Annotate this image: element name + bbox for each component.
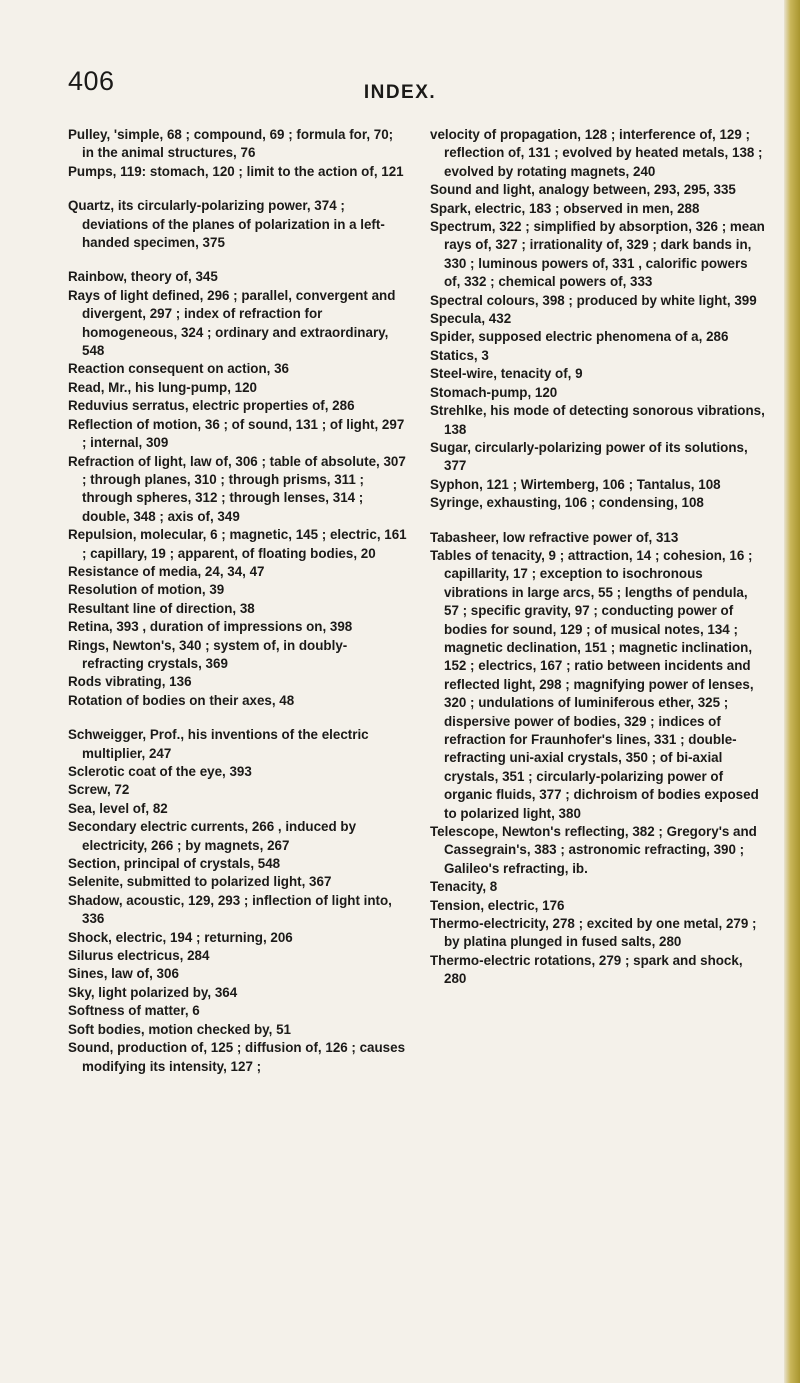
running-title: INDEX. bbox=[363, 82, 437, 103]
index-entry: Reaction consequent on action, 36 bbox=[68, 361, 289, 377]
index-entry: Sound and light, analogy between, 293, 295, 335 bbox=[430, 182, 736, 198]
index-entry: Selenite, submitted to polarized light, 367 bbox=[68, 874, 332, 890]
index-entry: Read, Mr., his lung-pump, 120 bbox=[68, 379, 257, 395]
index-entry: Spider, supposed electric phenomena of a, 286 bbox=[430, 329, 729, 345]
index-entry: Spark, electric, 183 ; observed in men, 288 bbox=[430, 200, 700, 216]
index-entry: Rainbow, theory of, 345 bbox=[68, 269, 218, 285]
index-entry: Rings, Newton's, 340 ; system of, in doubly-refracting crystals, 369 bbox=[68, 637, 348, 671]
section-gap bbox=[68, 710, 408, 726]
index-entry: Softness of matter, 6 bbox=[68, 1003, 200, 1019]
index-entry: Rotation of bodies on their axes, 48 bbox=[68, 692, 295, 708]
index-entry: Silurus electricus, 284 bbox=[68, 948, 210, 964]
index-column-left bbox=[68, 126, 408, 1076]
index-entry: Secondary electric currents, 266 , induced by electricity, 266 ; by magnets, 267 bbox=[68, 819, 357, 853]
index-entry: Screw, 72 bbox=[68, 782, 130, 798]
index-entry: Sclerotic coat of the eye, 393 bbox=[68, 764, 252, 779]
index-entry: Syringe, exhausting, 106 ; condensing, 108 bbox=[430, 495, 704, 511]
section-gap bbox=[430, 513, 765, 529]
index-entry: Sea, level of, 82 bbox=[68, 800, 168, 816]
page-number: 406 bbox=[68, 66, 115, 96]
index-entry: Steel-wire, tenacity of, 9 bbox=[430, 366, 583, 382]
section-gap bbox=[68, 181, 408, 197]
index-entry: Sky, light polarized by, 364 bbox=[68, 984, 238, 1000]
index-entry: Strehlke, his mode of detecting sonorous vibrations, 138 bbox=[430, 403, 765, 437]
index-entry: Tabasheer, low refractive power of, 313 bbox=[430, 529, 679, 545]
index-entry: Syphon, 121 ; Wirtemberg, 106 ; Tantalus, 108 bbox=[430, 476, 721, 492]
index-column-right bbox=[430, 126, 765, 989]
index-entry: Repulsion, molecular, 6 ; magnetic, 145 ; electric, 161 ; capillary, 19 ; apparent, of floating bodies, 20 bbox=[68, 527, 407, 561]
index-entry: Thermo-electricity, 278 ; excited by one metal, 279 ; by platina plunged in fused salts, 280 bbox=[430, 916, 757, 950]
index-entry: Tension, electric, 176 bbox=[430, 897, 565, 913]
index-entry: Spectral colours, 398 ; produced by white light, 399 bbox=[430, 292, 757, 308]
index-entry: Tenacity, 8 bbox=[430, 879, 498, 895]
index-entry: Sound, production of, 125 ; diffusion of, 126 ; causes modifying its intensity, 127 ; bbox=[68, 1040, 406, 1074]
index-entry: Resolution of motion, 39 bbox=[68, 582, 225, 598]
index-entry: Soft bodies, motion checked by, 51 bbox=[68, 1021, 291, 1037]
index-entry: Quartz, its circularly-polarizing power, 374 ; deviations of the planes of polarization in a left-handed specimen, 375 bbox=[68, 198, 385, 251]
index-entry: Section, principal of crystals, 548 bbox=[68, 856, 281, 872]
index-entry: Reflection of motion, 36 ; of sound, 131 ; of light, 297 ; internal, 309 bbox=[68, 416, 405, 451]
page-edge bbox=[784, 0, 800, 1383]
section-gap bbox=[68, 252, 408, 268]
index-entry: Resultant line of direction, 38 bbox=[68, 600, 255, 616]
index-entry: Pumps, 119: stomach, 120 ; limit to the action of, 121 bbox=[68, 163, 404, 179]
index-entry: Pulley, 'simple, 68 ; compound, 69 ; formula for, 70; in the animal structures, 76 bbox=[68, 127, 394, 161]
index-entry: Shadow, acoustic, 129, 293 ; inflection of light into, 336 bbox=[68, 892, 392, 927]
index-entry: Sines, law of, 306 bbox=[68, 966, 179, 982]
index-entry: Specula, 432 bbox=[430, 311, 512, 327]
index-entry: Schweigger, Prof., his inventions of the electric multiplier, 247 bbox=[68, 727, 369, 761]
index-entry: Retina, 393 , duration of impressions on, 398 bbox=[68, 619, 353, 635]
index-entry: Reduvius serratus, electric properties of, 286 bbox=[68, 398, 355, 414]
index-entry: Rays of light defined, 296 ; parallel, convergent and divergent, 297 ; index of refraction for homogeneous, 324 ; ordinary and extraordinary, 548 bbox=[68, 287, 396, 359]
index-entry: Sugar, circularly-polarizing power of its solutions, 377 bbox=[430, 439, 748, 474]
index-entry: Statics, 3 bbox=[430, 347, 489, 363]
index-entry: Resistance of media, 24, 34, 47 bbox=[68, 563, 265, 579]
index-entry: Tables of tenacity, 9 ; attraction, 14 ; cohesion, 16 ; capillarity, 17 ; exception to isochronous vibrations in large arcs, 55 ; lengths of pendula, 57 ; specific gravity, 97 ; conducting power of bodies for sound, 129 ; of musical notes, 134 ; magnetic declination, 151 ; magnetic inclination, 152 ; electrics, 167 ; ratio between incidents and reflected light, 298 ; magnifying power of lenses, 320 ; undulations of luminiferous ether, 325 ; dispersive power of bodies, 329 ; indices of refraction for Fraunhofer's lines, 331 ; double-refracting uni-axial crystals, 350 ; of bi-axial crystals, 351 ; circularly-polarizing power of organic fluids, 377 ; dichroism of bodies exposed to polarized light, 380 bbox=[430, 547, 759, 821]
index-entry: Stomach-pump, 120 bbox=[430, 384, 558, 400]
index-entry: Shock, electric, 194 ; returning, 206 bbox=[68, 929, 293, 945]
index-entry: Telescope, Newton's reflecting, 382 ; Gregory's and Cassegrain's, 383 ; astronomic refracting, 390 ; Galileo's refracting, ib. bbox=[430, 824, 757, 876]
index-entry: Refraction of light, law of, 306 ; table of absolute, 307 ; through planes, 310 ; through prisms, 311 ; through spheres, 312 ; through lenses, 314 ; double, 348 ; axis of, 349 bbox=[68, 453, 406, 524]
index-entry: Thermo-electric rotations, 279 ; spark and shock, 280 bbox=[430, 952, 743, 987]
index-entry: Spectrum, 322 ; simplified by absorption, 326 ; mean rays of, 327 ; irrationality of, 329 ; dark bands in, 330 ; luminous powers of, 331 , calorific powers of, 332 ; chemical powers of, 333 bbox=[430, 219, 765, 290]
index-entry: Rods vibrating, 136 bbox=[68, 674, 192, 690]
index-entry: velocity of propagation, 128 ; interference of, 129 ; reflection of, 131 ; evolved by heated metals, 138 ; evolved by rotating magnets, 240 bbox=[430, 127, 763, 179]
